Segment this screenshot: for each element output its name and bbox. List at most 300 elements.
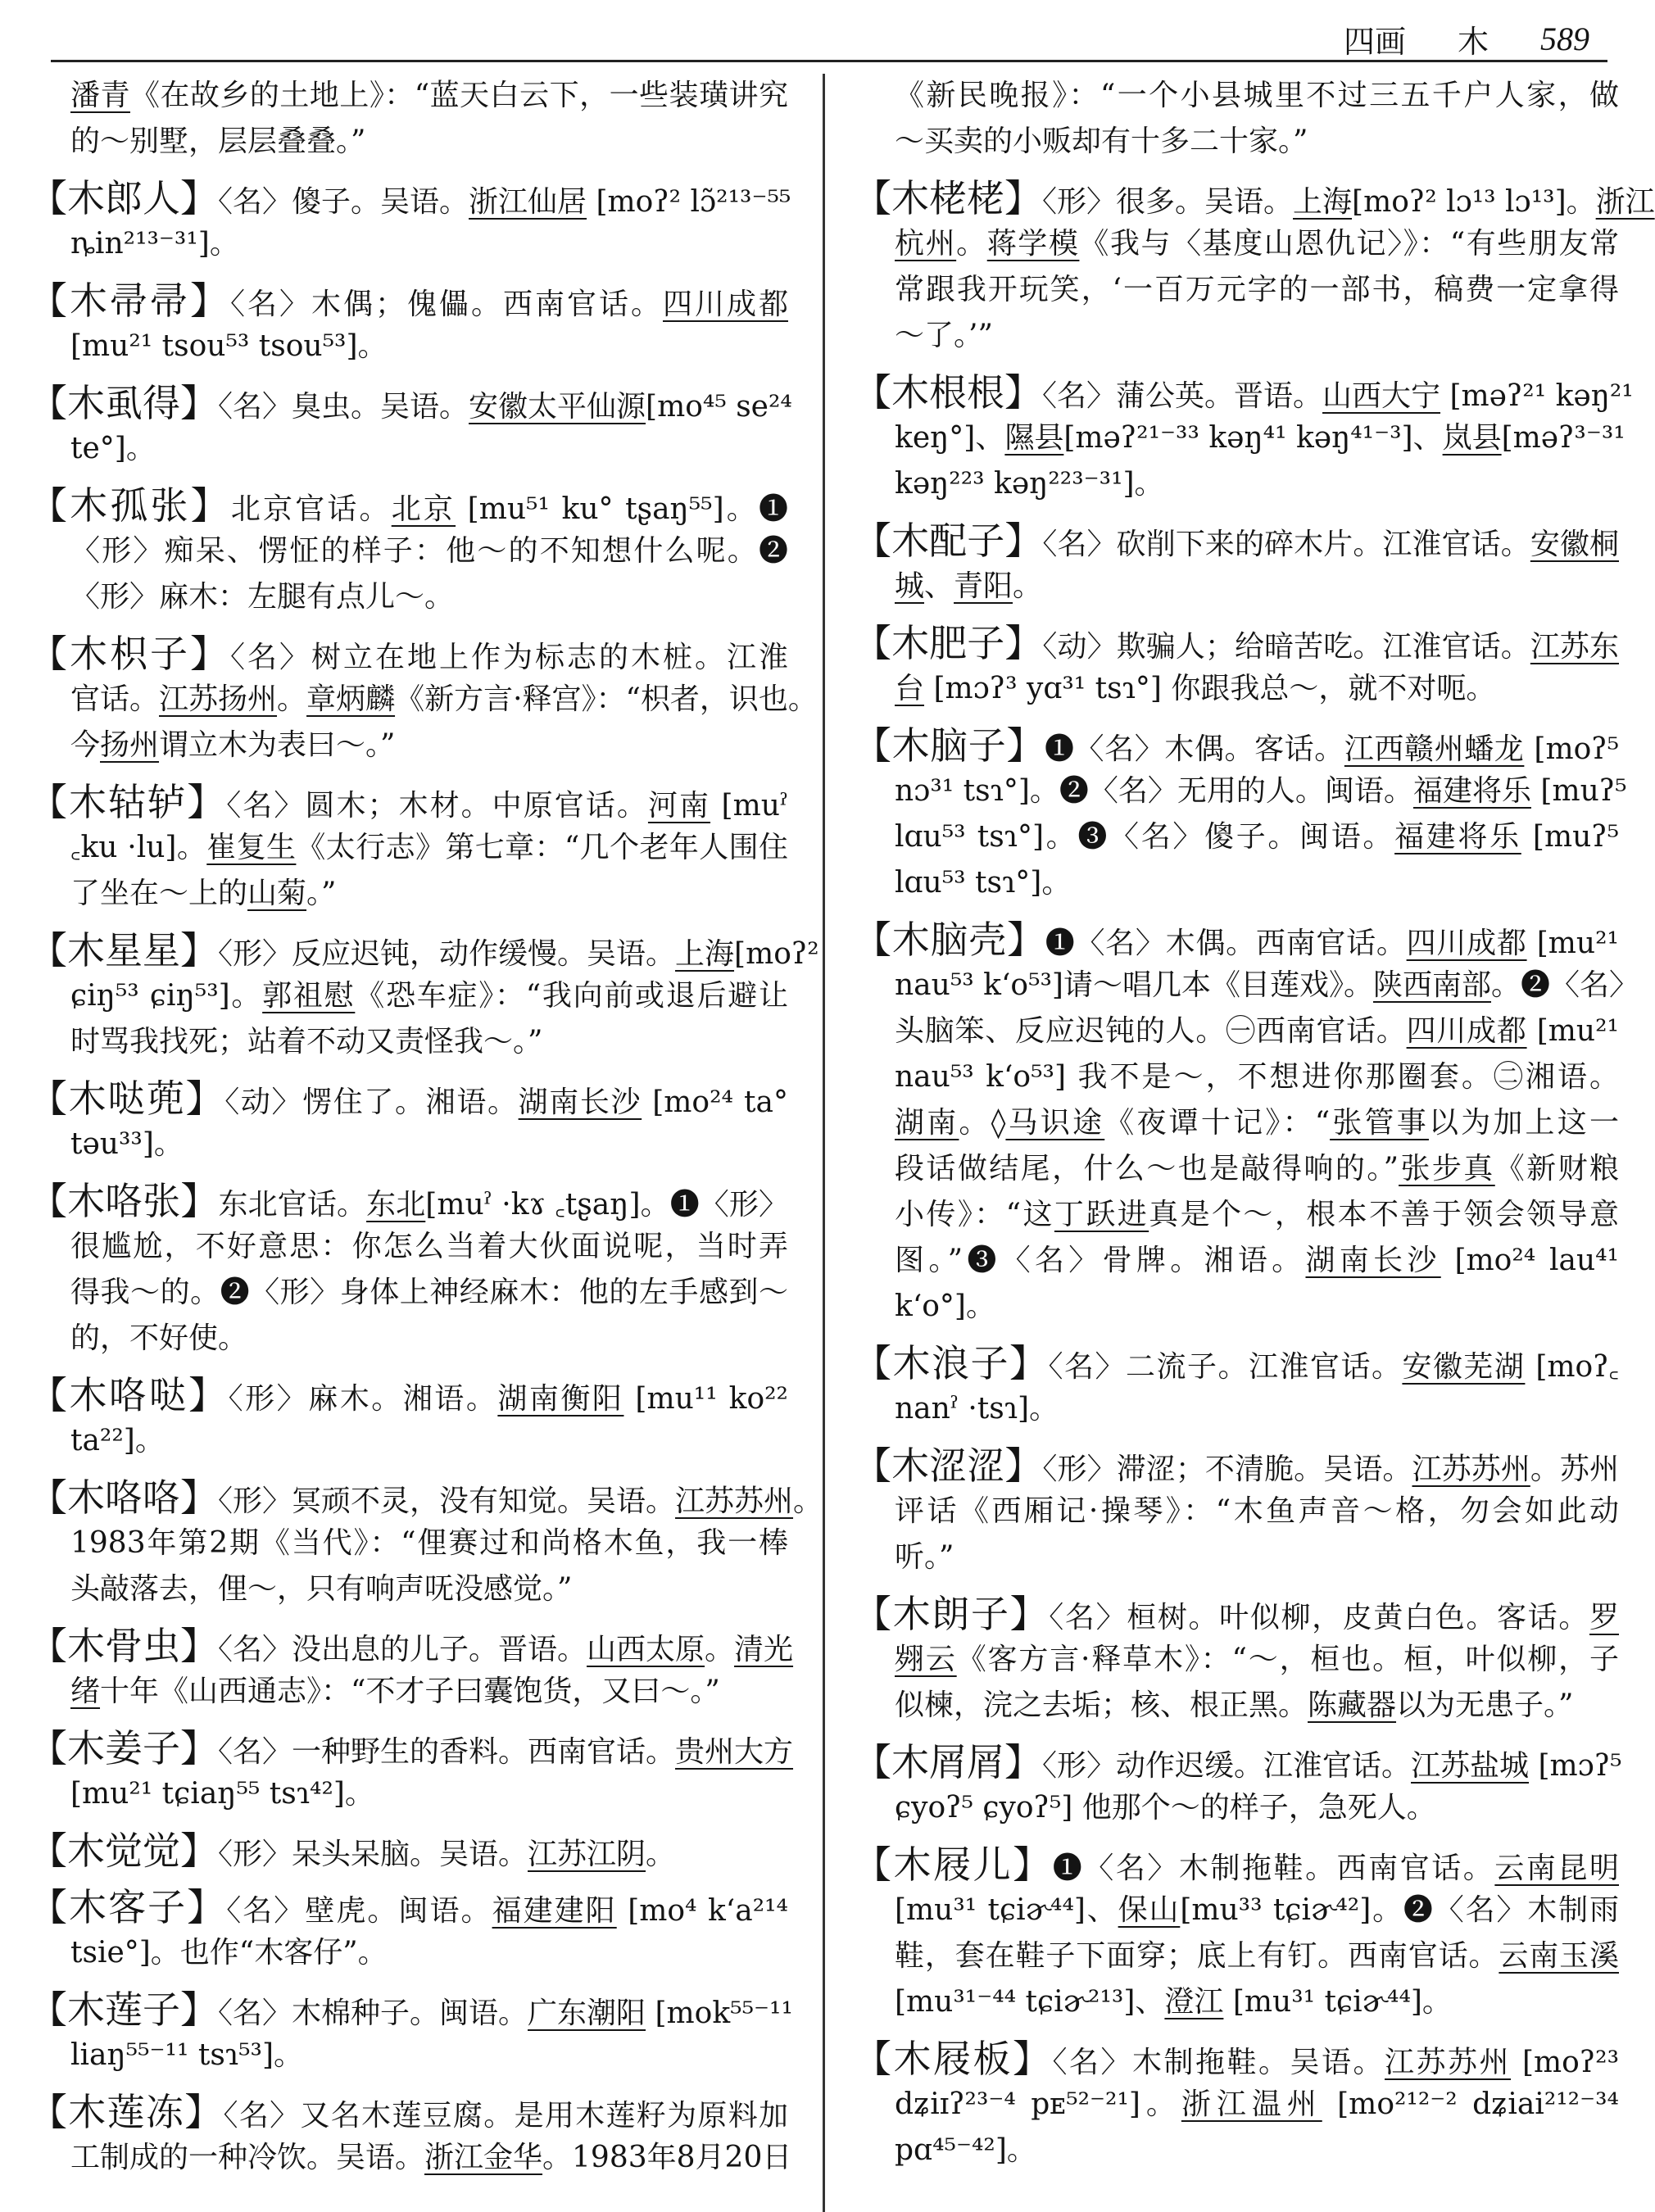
headword: 【木觉觉】 (29, 1829, 218, 1873)
entry-line (854, 2036, 1619, 2082)
entry-text: 〈形〉痴呆、愣怔的样子：他～的不知想什么呢。❷ (70, 534, 788, 568)
underlined-proper-name: 湖南长沙 (518, 1086, 642, 1119)
entry-line (895, 1100, 1619, 1146)
entry-text: 〈名〉木制拖鞋。吴语。 (1052, 2046, 1385, 2079)
entry-text: lɑu⁵³ tsɿ°]。❸〈名〉傻子。闽语。 (895, 820, 1395, 854)
entry-text: 听。” (895, 1540, 954, 1574)
underlined-proper-name: 福建将乐 (1412, 774, 1531, 808)
headword: 【木配子】 (854, 519, 1043, 563)
entry-text: ɕiŋ⁵³ ɕiŋ⁵³]。 (70, 979, 263, 1013)
entry-text: [mu³¹ tɕiɚ⁴⁴]、 (895, 1893, 1118, 1927)
entry-line (70, 528, 788, 574)
underlined-proper-name: 蒋学模 (986, 227, 1080, 261)
entry-text: 《客方言·释草木》：“～，桓也。桓，叶似柳，子 (956, 1643, 1619, 1676)
entry-text: ȵin²¹³⁻³¹]。 (70, 227, 239, 261)
entry-text: 〈形〉呆头呆脑。吴语。 (218, 1838, 528, 1871)
dictionary-entry (854, 518, 1619, 610)
entry-text: 〈名〉傻子。吴语。 (218, 185, 469, 219)
dictionary-entry (854, 175, 1655, 359)
underlined-proper-name: 山西太原 (587, 1633, 705, 1666)
entry-line (895, 1534, 1619, 1580)
entry-text: 。 (646, 1838, 676, 1871)
entry-text: 。◊ (959, 1106, 1006, 1140)
entry-text: 《新财粮 (1494, 1152, 1619, 1185)
entry-text: [moʔ⁵ (1524, 732, 1619, 766)
entry-text: [məʔ²¹⁻³³ kəŋ⁴¹ kəŋ⁴¹⁻³]、 (1063, 421, 1443, 455)
entry-line (70, 677, 818, 723)
underlined-proper-name: 章炳麟 (306, 682, 396, 716)
underlined-proper-name: 贵州大方 (675, 1735, 794, 1769)
underlined-proper-name: 安徽太平仙源 (469, 390, 646, 424)
entry-line (70, 73, 788, 119)
entry-line (29, 2089, 788, 2135)
entry-line (70, 2033, 788, 2078)
underlined-proper-name: 马识途 (1005, 1106, 1105, 1140)
entry-line (70, 1224, 788, 1270)
headword: 【木屐儿】 (854, 1843, 1053, 1887)
dictionary-entry (29, 1076, 788, 1167)
entry-line (895, 313, 1619, 359)
entry-line (70, 574, 788, 620)
entry-text: 〈形〉滞涩；不清脆。吴语。 (1042, 1453, 1412, 1486)
entry-line (29, 175, 791, 221)
right-column (854, 73, 1655, 2184)
underlined-proper-name: 安徽桐 (1530, 528, 1619, 561)
entry-line (70, 1521, 788, 1566)
headword: 【木帚帚】 (29, 279, 230, 323)
underlined-proper-name: 上海 (1293, 185, 1353, 219)
entry-text: ❶〈名〉木偶。西南官话。 (1045, 927, 1407, 960)
headword: 【木虱得】 (29, 381, 218, 425)
entry-line (895, 1979, 1619, 2025)
dictionary-entry (29, 1475, 823, 1612)
underlined-proper-name: 浙江仙居 (469, 185, 587, 219)
entry-text: 。苏州 (1530, 1453, 1619, 1486)
entry-line (895, 1933, 1619, 1979)
entry-line (29, 1623, 794, 1669)
entry-line (854, 1443, 1619, 1489)
underlined-proper-name: 城 (895, 569, 925, 603)
entry-text: 〈名〉砍削下来的碎木片。江淮官话。 (1042, 528, 1530, 561)
entry-text: 〈名〉木棉种子。闽语。 (218, 1997, 528, 2030)
entry-line (854, 369, 1634, 415)
entry-text: 图。”❸〈名〉骨牌。湘语。 (895, 1244, 1306, 1277)
entry-line (70, 2135, 792, 2181)
entry-line (70, 1566, 788, 1612)
entry-line (70, 871, 788, 917)
entry-text: nau⁵³ kʻo⁵³] 我不是～，不想进你那圈套。㊁湘语。 (895, 1060, 1619, 1094)
entry-text: 。❷〈名〉 (1491, 968, 1639, 1002)
entry-text: [mu³¹⁻⁴⁴ tɕiɚ²¹³]、 (895, 1985, 1165, 2019)
left-column (29, 73, 823, 2192)
entry-line (29, 1372, 788, 1418)
entry-text: ～了。’” (895, 319, 993, 352)
headword: 【木哒蔸】 (29, 1077, 225, 1121)
entry-line (895, 564, 1619, 610)
section-label: 四画 (1344, 23, 1407, 60)
entry-text: 小传》：“这 (895, 1198, 1054, 1231)
entry-line (70, 825, 788, 871)
entry-text: lɑu⁵³ tsɿ°]。 (895, 866, 1072, 900)
underlined-proper-name: 东北 (366, 1188, 426, 1222)
dictionary-entry (854, 723, 1627, 906)
entry-text: 〈形〉麻木。湘语。 (228, 1382, 498, 1416)
entry-line (895, 2128, 1619, 2173)
underlined-proper-name: 四川成都 (1406, 1014, 1527, 1048)
underlined-proper-name: 安徽芜湖 (1402, 1350, 1526, 1384)
entry-line (895, 461, 1619, 507)
entry-text: 〈形〉很多。吴语。 (1042, 185, 1294, 219)
entry-text: 头脑笨、反应迟钝的人。㊀西南官话。 (895, 1014, 1407, 1048)
entry-line (70, 324, 788, 369)
entry-text: 、 (924, 569, 954, 603)
headword: 【木咯咯】 (29, 1475, 218, 1520)
entry-line (895, 1009, 1619, 1054)
underlined-proper-name: 郭祖慰 (262, 979, 356, 1013)
entry-text: 〈动〉欺骗人；给暗苦吃。江淮官话。 (1042, 630, 1530, 664)
underlined-proper-name: 崔复生 (206, 831, 297, 864)
entry-line (895, 2082, 1619, 2128)
entry-text: 。1983年8月20日 (542, 2141, 792, 2174)
entry-line (70, 1418, 788, 1464)
underlined-proper-name: 四川成都 (662, 288, 788, 321)
underlined-proper-name: 台 (895, 672, 925, 705)
entry-text: [mu²¹ (1526, 1014, 1619, 1048)
dictionary-entry (29, 483, 788, 620)
dictionary-entry (29, 1178, 789, 1362)
entry-text: [mu³³ tɕiɚ⁴²]。❷〈名〉木制雨 (1180, 1893, 1619, 1927)
entry-text: 《恐车症》：“我向前或退后避让 (355, 979, 788, 1013)
headword: 【木客子】 (29, 1885, 227, 1929)
entry-text: 〈形〉冥顽不灵，没有知觉。吴语。 (218, 1484, 676, 1518)
entry-line (29, 1725, 794, 1771)
entry-line (29, 631, 788, 677)
entry-text: 〈名〉树立在地上作为标志的木桩。江淮 (230, 641, 788, 674)
entry-line (70, 1771, 788, 1817)
entry-text: 真是个～，根本不善于领会领导意 (1149, 1198, 1619, 1231)
entry-text: [moʔ² (734, 937, 819, 971)
radical-label: 木 (1458, 23, 1490, 60)
entry-text: 〈名〉壁虎。闽语。 (226, 1894, 492, 1928)
dictionary-entry (29, 380, 792, 472)
entry-text: 很尴尬，不好意思：你怎么当着大伙面说呢，当时弄 (70, 1230, 788, 1263)
underlined-proper-name: 河南 (647, 789, 711, 823)
entry-text: 时骂我找死；站着不动又责怪我～。” (70, 1025, 543, 1058)
underlined-proper-name: 杭州 (895, 227, 957, 261)
entry-text: 了坐在～上的 (70, 877, 248, 910)
entry-text: kəŋ²²³ kəŋ²²³⁻³¹]。 (895, 467, 1164, 501)
underlined-proper-name: 浙江 (1595, 185, 1655, 219)
entry-line (29, 1987, 793, 2033)
underlined-proper-name: 陕西南部 (1372, 968, 1491, 1002)
entry-line (29, 483, 788, 528)
entry-text: 《新民晚报》：“一个小县城里不过三五千户人家，做 (895, 79, 1619, 112)
entry-text: 得我～的。❷〈形〉身体上神经麻木：他的左手感到～ (70, 1276, 788, 1309)
entry-text: [muˀ ·kɤ ꜀tʂaŋ]。❶〈形〉 (425, 1188, 789, 1222)
entry-line (895, 1192, 1619, 1238)
entry-line (29, 1828, 788, 1874)
entry-text: nɔ³¹ tsɿ°]。❷〈名〉无用的人。闽语。 (895, 774, 1413, 808)
entry-text: [muʔ⁵ (1521, 820, 1619, 854)
headword: 【木姜子】 (29, 1726, 218, 1770)
underlined-proper-name: 岚县 (1442, 421, 1502, 455)
dictionary-entry (29, 2089, 792, 2181)
headword: 【木骨虫】 (29, 1624, 218, 1668)
entry-text: [mu²¹ (1526, 927, 1619, 960)
entry-text: 鞋，套在鞋子下面穿；底上有钉。西南官话。 (895, 1939, 1499, 1973)
entry-text: 。 (793, 1484, 823, 1518)
dictionary-entry (854, 1340, 1619, 1432)
entry-text: [mu⁵¹ ku° tʂaŋ⁵⁵]。❶ (456, 492, 788, 526)
entry-line (895, 963, 1639, 1009)
underlined-proper-name: 上海 (675, 937, 735, 971)
headword: 【木根根】 (854, 370, 1042, 415)
entry-line (895, 666, 1619, 712)
dictionary-entry (895, 73, 1619, 165)
headword: 【木脑子】 (854, 723, 1045, 768)
entry-text: ❶〈名〉木偶。客话。 (1044, 732, 1344, 766)
entry-text: 谓立木为表曰～。” (159, 728, 396, 762)
entry-line (29, 927, 819, 973)
underlined-proper-name: 江苏扬州 (159, 682, 278, 716)
dictionary-entry (854, 620, 1619, 712)
underlined-proper-name: 福建建阳 (492, 1894, 617, 1928)
entry-text: tsie°]。也作“木客仔”。 (70, 1936, 388, 1969)
entry-text: 的，不好使。 (70, 1321, 248, 1355)
entry-text: [mo²⁴ ta° (642, 1086, 788, 1119)
entry-text: 似楝，浣之去垢；核、根正黑。 (895, 1688, 1308, 1722)
entry-text: 《夜谭十记》：“ (1104, 1106, 1331, 1140)
dictionary-entry (29, 927, 819, 1065)
entry-line (895, 814, 1619, 860)
underlined-proper-name: 江西赣州蟠龙 (1344, 732, 1525, 766)
underlined-proper-name: 云南玉溪 (1499, 1939, 1619, 1973)
entry-text: 。” (306, 877, 337, 910)
headword: 【木枳子】 (29, 632, 230, 676)
running-head (1344, 18, 1589, 59)
entry-text: keŋ°]、 (895, 421, 1005, 455)
entry-text: 〈名〉臭虫。吴语。 (218, 390, 469, 424)
headword: 【木咯哒】 (29, 1373, 229, 1417)
entry-line (29, 1475, 823, 1521)
underlined-proper-name: 江苏东 (1530, 630, 1619, 664)
entry-text: ꜀ku ·lu]。 (70, 831, 207, 864)
entry-text: 官话。 (70, 682, 160, 716)
headword: 【木莲冻】 (29, 2090, 224, 2134)
underlined-proper-name: 云南昆明 (1494, 1852, 1619, 1885)
entry-text: [mok⁵⁵⁻¹¹ (646, 1997, 793, 2030)
headword: 【木朗子】 (854, 1592, 1050, 1636)
underlined-proper-name: 翙云 (895, 1643, 957, 1676)
entry-text: [mo²¹²⁻² dʑiai²¹²⁻³⁴ (1322, 2087, 1619, 2121)
underlined-proper-name: 清光 (734, 1633, 794, 1666)
underlined-proper-name: 湖南衡阳 (497, 1382, 624, 1416)
entry-line (854, 1340, 1619, 1386)
entry-line (70, 1122, 788, 1167)
underlined-proper-name: 澄江 (1164, 1985, 1224, 2019)
underlined-proper-name: 山菊 (247, 877, 307, 910)
entry-text: [mu¹¹ ko²² (623, 1382, 788, 1416)
entry-text: [mo²⁴ lau⁴¹ (1440, 1244, 1619, 1277)
dictionary-entry (854, 369, 1634, 507)
entry-line (895, 860, 1619, 906)
headword: 【木屑屑】 (854, 1740, 1042, 1784)
underlined-proper-name: 江苏苏州 (675, 1484, 794, 1518)
entry-text: te°]。 (70, 432, 156, 465)
entry-text: [muʔ⁵ (1530, 774, 1627, 808)
entry-text: 〈形〉麻木：左腿有点儿～。 (70, 580, 455, 614)
entry-text: pɑ⁴⁵⁻⁴²]。 (895, 2133, 1036, 2167)
entry-text: ❶〈名〉木制拖鞋。西南官话。 (1052, 1852, 1495, 1885)
underlined-proper-name: 江苏苏州 (1385, 2046, 1512, 2079)
entry-text: 。 (956, 227, 987, 261)
underlined-proper-name: 丁跃进 (1054, 1198, 1149, 1231)
entry-line (895, 1386, 1619, 1432)
entry-text: 《太行志》第七章：“几个老年人围住 (296, 831, 788, 864)
dictionary-entry (854, 1739, 1622, 1831)
entry-text: [moʔ꜀ (1525, 1350, 1619, 1384)
entry-text: 工制成的一种冷饮。吴语。 (70, 2141, 425, 2174)
dictionary-entry (29, 1884, 788, 1976)
entry-text: [mo⁴⁵ se²⁴ (646, 390, 792, 424)
entry-text: [mu²¹ tsou⁵³ tsou⁵³]。 (70, 329, 388, 363)
underlined-proper-name: 潘青 (70, 79, 130, 112)
entry-text: 。 (705, 1633, 735, 1666)
dictionary-entry (854, 1591, 1619, 1729)
entry-text: ɕyoʔ⁵ ɕyoʔ⁵] 他那个～的样子，急死人。 (895, 1791, 1436, 1824)
entry-text: [məʔ²¹ kəŋ²¹ (1440, 379, 1634, 413)
underlined-proper-name: 广东潮阳 (528, 1997, 646, 2030)
dictionary-entry (29, 1372, 788, 1464)
dictionary-entry (29, 779, 788, 917)
entry-text: nau⁵³ kʻo⁵³]请～唱几本《目莲戏》。 (895, 968, 1373, 1002)
entry-line (895, 1489, 1619, 1534)
headword: 【木轱轳】 (29, 780, 227, 824)
entry-text: ～买卖的小贩却有十多二十家。” (895, 125, 1308, 158)
entry-line (895, 1637, 1619, 1683)
underlined-proper-name: 扬州 (100, 728, 160, 762)
underlined-proper-name: 江苏江阴 (528, 1838, 646, 1871)
dictionary-entry (854, 1443, 1619, 1580)
headword: 【木孤张】 (29, 483, 231, 528)
underlined-proper-name: 山西大宁 (1322, 379, 1441, 413)
dictionary-entry (29, 1623, 794, 1715)
entry-line (29, 1076, 788, 1122)
entry-text: 〈名〉没出息的儿子。晋语。 (218, 1633, 587, 1666)
underlined-proper-name: 浙江温州 (1181, 2087, 1322, 2121)
entry-text: 头敲落去，俚～，只有响声呒没感觉。” (70, 1572, 573, 1606)
entry-line (70, 426, 788, 472)
headword: 【木栳栳】 (854, 176, 1042, 220)
entry-text: 《新方言·释宫》：“枳者，识也。 (395, 682, 818, 716)
entry-line (70, 723, 788, 768)
entry-line (895, 73, 1619, 119)
entry-text: 。 (1013, 569, 1043, 603)
entry-line (854, 1842, 1619, 1888)
entry-line (895, 415, 1626, 461)
entry-line (29, 1178, 788, 1224)
underlined-proper-name: 罗 (1589, 1601, 1619, 1634)
entry-text: 以为加上这一 (1428, 1106, 1619, 1140)
entry-text: dʑiɪʔ²³⁻⁴ pᴇ⁵²⁻²¹]。 (895, 2087, 1181, 2121)
entry-text: [moʔ² lɔ¹³ lɔ¹³]。 (1352, 185, 1596, 219)
entry-text: 〈名〉圆木；木材。中原官话。 (226, 789, 648, 823)
entry-line (854, 1591, 1619, 1637)
entry-line (854, 620, 1619, 666)
underlined-proper-name: 四川成都 (1406, 927, 1527, 960)
entry-line (854, 518, 1619, 564)
entry-text: [muˀ (710, 789, 788, 823)
entry-line (895, 1146, 1619, 1192)
entry-line (70, 973, 788, 1019)
entry-line (70, 1316, 788, 1362)
underlined-proper-name: 绪 (70, 1675, 101, 1708)
dictionary-entry (854, 917, 1639, 1330)
underlined-proper-name: 保山 (1118, 1893, 1181, 1927)
entry-text: 《我与〈基度山恩仇记〉》：“有些朋友常 (1079, 227, 1619, 261)
underlined-proper-name: 张管事 (1330, 1106, 1429, 1140)
entry-line (895, 1054, 1619, 1100)
entry-text: 北京官话。 (230, 492, 392, 526)
entry-text: [mu²¹ tɕiaŋ⁵⁵ tsɿ⁴²]。 (70, 1777, 374, 1811)
entry-text: 〈名〉二流子。江淮官话。 (1048, 1350, 1403, 1384)
entry-text: 东北官话。 (218, 1188, 367, 1222)
headword: 【木星星】 (29, 928, 218, 972)
entry-text: 段话做结尾，什么～也是敲得响的。” (895, 1152, 1399, 1185)
entry-line (895, 221, 1619, 267)
entry-text: [mɔʔ³ yɑ³¹ tsɿ°] 你跟我总～，就不对呃。 (924, 672, 1496, 705)
entry-line (895, 1888, 1619, 1933)
entry-text: [mɔʔ⁵ (1529, 1749, 1622, 1783)
entry-text: 〈名〉又名木莲豆腐。是用木莲籽为原料加 (223, 2099, 788, 2133)
entry-line (895, 1284, 1619, 1330)
underlined-proper-name: 江苏苏州 (1412, 1453, 1530, 1486)
entry-text: təu³³]。 (70, 1127, 184, 1161)
headword: 【木浪子】 (854, 1341, 1049, 1385)
entry-line (854, 917, 1619, 963)
entry-text: ta²²]。 (70, 1424, 165, 1457)
entry-text: 评话《西厢记·操琴》：“木鱼声音～格，勿会如此动 (895, 1494, 1619, 1528)
entry-line (854, 723, 1619, 768)
entry-text: 十年《山西通志》：“不才子曰囊饱货，又曰～。” (100, 1675, 720, 1708)
entry-text: kʻo°]。 (895, 1290, 995, 1323)
entry-line (29, 278, 788, 324)
entry-line (70, 221, 788, 267)
entry-text: 〈名〉蒲公英。晋语。 (1042, 379, 1323, 413)
entry-line (29, 1884, 788, 1930)
underlined-proper-name: 福建将乐 (1394, 820, 1521, 854)
dictionary-entry (854, 2036, 1619, 2173)
underlined-proper-name: 青阳 (954, 569, 1013, 603)
entry-text: 《在故乡的土地上》：“蓝天白云下，一些装璜讲究 (129, 79, 788, 112)
entry-line (854, 1739, 1622, 1785)
dictionary-entry (70, 73, 788, 165)
headword: 【木莲子】 (29, 1988, 218, 2032)
entry-line (29, 779, 788, 825)
entry-text: 〈名〉桓树。叶似柳，皮黄白色。客话。 (1049, 1601, 1589, 1634)
entry-text: 常跟我开玩笑，‘一百万元字的一部书，稿费一定拿得 (895, 273, 1619, 306)
entry-text: [moʔ²³ (1511, 2046, 1619, 2079)
underlined-proper-name: 浙江金华 (424, 2141, 543, 2174)
headword: 【木肥子】 (854, 621, 1043, 665)
entry-line (895, 267, 1619, 313)
dictionary-entry (29, 1828, 788, 1874)
entry-text: 以为无患子。” (1396, 1688, 1574, 1722)
dictionary-entry (854, 1842, 1619, 2025)
entry-line (29, 380, 792, 426)
entry-text: 今 (70, 728, 101, 762)
underlined-proper-name: 张步真 (1399, 1152, 1495, 1185)
